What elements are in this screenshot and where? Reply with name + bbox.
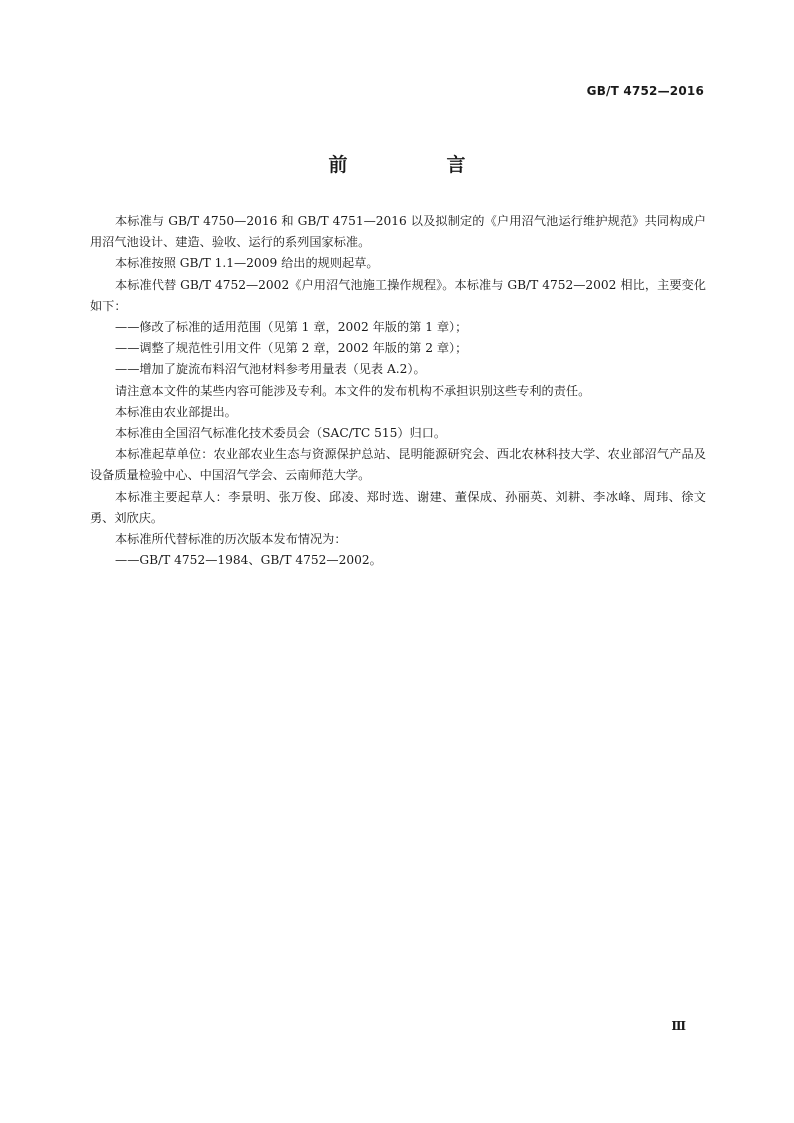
paragraph-drafting-rules: 本标准按照 GB/T 1.1—2009 给出的规则起草。 — [115, 256, 379, 271]
paragraph-proposed-by: 本标准由农业部提出。 — [115, 404, 237, 419]
paragraph-drafting-units: 本标准起草单位：农业部农业生态与资源保护总站、昆明能源研究会、西北农林科技大学、农业部沼气产品及设备质量检验中心、中国沼气学会、云南师范大学。 — [90, 447, 706, 483]
page-number: Ⅲ — [671, 1019, 686, 1033]
foreword-body — [90, 211, 706, 571]
list-item-change-3: ——增加了旋流布料沼气池材料参考用量表（见表 A.2）。 — [115, 362, 426, 377]
list-item-change-2: ——调整了规范性引用文件（见第 2 章，2002 年版的第 2 章）； — [115, 341, 468, 356]
paragraph-patent-notice: 请注意本文件的某些内容可能涉及专利。本文件的发布机构不承担识别这些专利的责任。 — [115, 383, 591, 398]
list-item-history-versions: ——GB/T 4752—1984、GB/T 4752—2002。 — [115, 553, 382, 568]
paragraph-scope: 本标准与 GB/T 4750—2016 和 GB/T 4751—2016 以及拟制定的《户用沼气池运行维护规范》共同构成户用沼气池设计、建造、验收、运行的系列国家标准。 — [90, 214, 706, 250]
paragraph-committee: 本标准由全国沼气标准化技术委员会（SAC/TC 515）归口。 — [115, 426, 447, 441]
page-title: 前 言 — [328, 154, 506, 176]
standard-code: GB/T 4752—2016 — [586, 84, 704, 98]
list-item-change-1: ——修改了标准的适用范围（见第 1 章，2002 年版的第 1 章）； — [115, 320, 468, 335]
paragraph-drafters: 本标准主要起草人：李景明、张万俊、邱凌、郑时选、谢建、董保成、孙丽英、刘耕、李冰峰、周玮、徐文勇、刘欣庆。 — [90, 489, 706, 525]
paragraph-history: 本标准所代替标准的历次版本发布情况为： — [115, 532, 347, 547]
paragraph-replaces: 本标准代替 GB/T 4752—2002《户用沼气池施工操作规程》。本标准与 GB/T 4752—2002 相比，主要变化如下： — [90, 277, 706, 313]
